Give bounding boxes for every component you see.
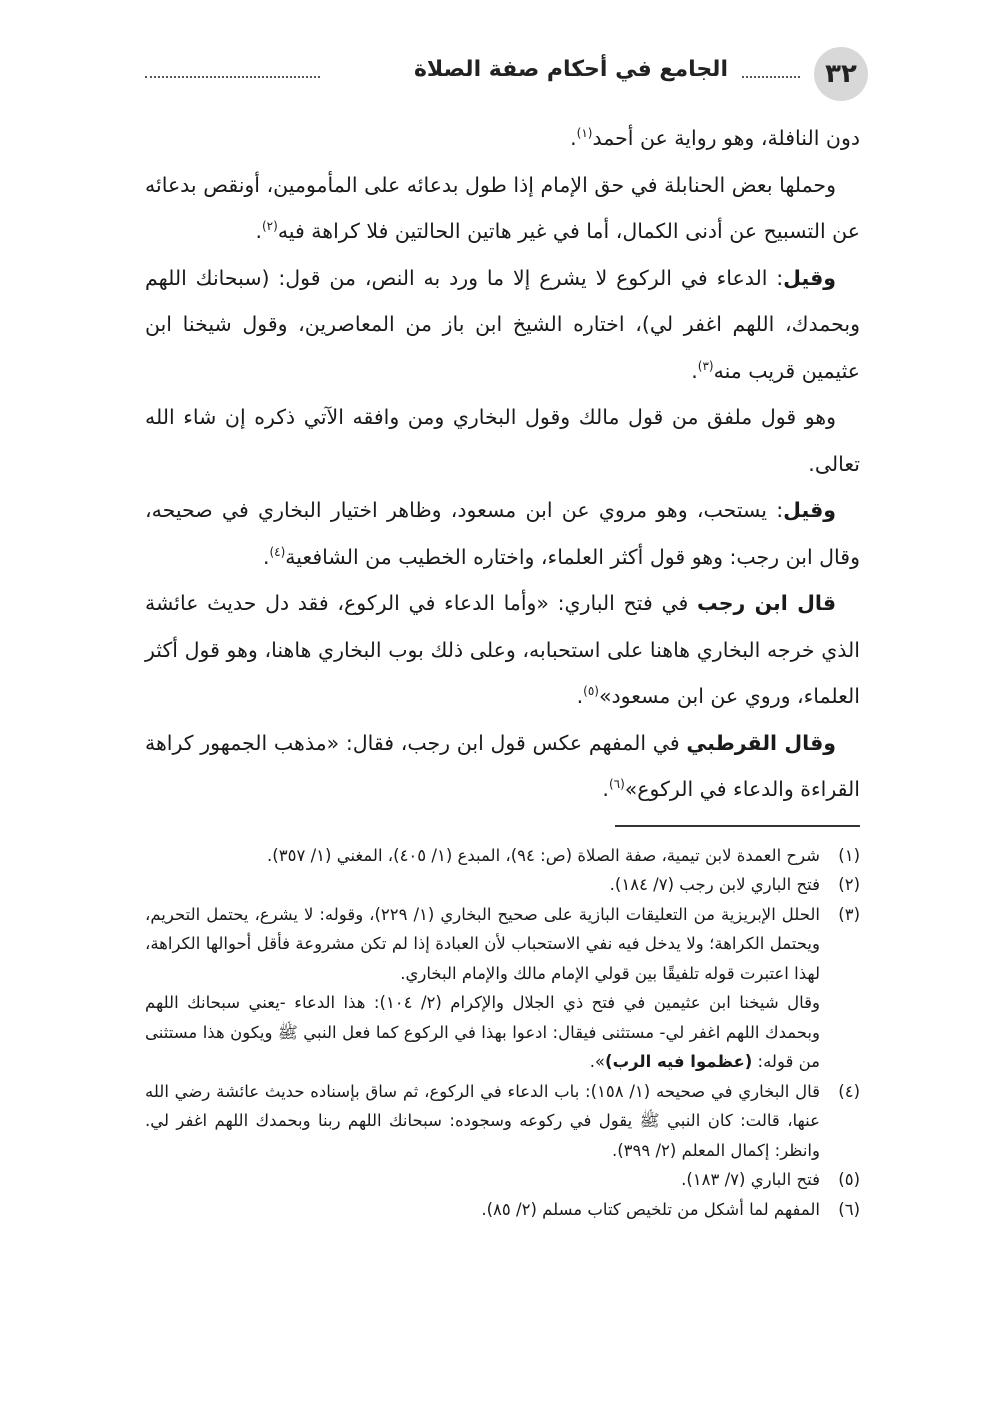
- footnote-text: المفهم لما أشكل من تلخيص كتاب مسلم (٢/ ٨٥).: [481, 1199, 820, 1219]
- footnote-ref-4: (٤): [269, 544, 286, 559]
- paragraph-3: وقيل: الدعاء في الركوع لا يشرع إلا ما ورد به النص، من قول: (سبحانك اللهم وبحمدك، اللهم اغفر لي)، اختاره الشيخ ابن باز من المعاصرين، وقول شيخنا ابن عثيمين قريب منه$^{(٣)}$.: [145, 265, 860, 383]
- footnote-separator: [615, 825, 860, 827]
- footnote-item: [145, 900, 860, 1077]
- paragraph-4: وهو قول ملفق من قول مالك وقول البخاري ومن وافقه الآتي ذكره إن شاء الله تعالى.: [145, 405, 860, 476]
- paragraph-1: دون النافلة، وهو رواية عن أحمد$^{(١)}$.: [570, 126, 860, 150]
- running-title: الجامع في أحكام صفة الصلاة: [413, 57, 728, 82]
- main-text: [145, 115, 860, 813]
- footnote-text: شرح العمدة لابن تيمية، صفة الصلاة (ص: ٩٤)، المبدع (١/ ٤٠٥)، المغني (١/ ٣٥٧).: [267, 845, 820, 865]
- header-dotted-rule-left: [145, 76, 320, 78]
- header-dotted-rule-right: [742, 76, 800, 78]
- book-page: [145, 45, 860, 1224]
- paragraph-5: وقيل: يستحب، وهو مروي عن ابن مسعود، وظاهر اختيار البخاري في صحيحه، وقال ابن رجب: وهو قول أكثر العلماء، واختاره الخطيب من الشافعية$^{(٤)}$.: [145, 498, 860, 569]
- footnote-text: الحلل الإبريزية من التعليقات البازية على صحيح البخاري (١/ ٢٢٩)، وقوله: لا يشرع، يحتمل التحريم، ويحتمل الكراهة؛ ولا يدخل فيه نفي الاستحباب لأن العبادة إذا لم تكن مشروعة فأقل أحوالها الكراهة، لهذا اعتبرت قوله تلفيقًا بين قولي الإمام مالك والإمام البخاري. وقال شيخنا ابن عثيمين في فتح ذي الجلال والإكرام (٢/ ١٠٤): هذا الدعاء -يعني سبحانك اللهم وبحمدك اللهم اغفر لي- مستثنى فيقال: ادعوا بهذا في الركوع كما فعل النبي ﷺ ويكون هذا مستثنى من قوله: (عظموا فيه الرب)».: [145, 904, 820, 1071]
- footnote-ref-6: (٦): [608, 777, 625, 792]
- footnote-number: (١): [838, 845, 860, 865]
- footnote-item: [145, 1077, 860, 1166]
- footnote-ref-2: (٢): [261, 219, 278, 234]
- footnote-item: [145, 870, 860, 900]
- footnote-number: (٥): [838, 1170, 860, 1189]
- footnotes: [145, 841, 860, 1225]
- footnote-number: (٢): [838, 875, 860, 894]
- footnote-item: [145, 841, 860, 871]
- footnote-ref-5: (٥): [583, 684, 599, 699]
- page-header: [145, 45, 860, 103]
- lead-word: وقال القرطبي: [686, 730, 837, 755]
- footnote-text: فتح الباري (٧/ ١٨٣).: [681, 1170, 820, 1189]
- footnote-number: (٤): [838, 1081, 860, 1101]
- footnote-number: (٣): [838, 904, 860, 924]
- paragraph-7: وقال القرطبي في المفهم عكس قول ابن رجب، فقال: «مذهب الجمهور كراهة القراءة والدعاء في الركوع»$^{(٦)}$.: [145, 730, 860, 801]
- paragraph-6: قال ابن رجب في فتح الباري: «وأما الدعاء في الركوع، فقد دل حديث عائشة الذي خرجه البخاري هاهنا على استحبابه، وعلى ذلك بوب البخاري هاهنا، وهو قول أكثر العلماء، وروي عن ابن مسعود»$^{(٥)}$.: [145, 591, 860, 708]
- lead-word: وقيل: [783, 265, 836, 290]
- footnote-ref-3: (٣): [697, 358, 714, 373]
- footnote-ref-1: (١): [576, 126, 593, 141]
- footnote-number: (٦): [838, 1199, 860, 1219]
- footnote-text: قال البخاري في صحيحه (١/ ١٥٨): باب الدعاء في الركوع، ثم ساق بإسناده حديث عائشة رضي الله عنها، قالت: كان النبي ﷺ يقول في ركوعه وسجوده: سبحانك اللهم ربنا وبحمدك اللهم اغفر لي. وانظر: إكمال المعلم (٢/ ٣٩٩).: [145, 1081, 820, 1160]
- lead-word: قال ابن رجب: [697, 591, 836, 615]
- footnote-item: [145, 1195, 860, 1225]
- footnote-text: فتح الباري لابن رجب (٧/ ١٨٤).: [609, 875, 820, 894]
- page-number-badge: ٣٢: [814, 47, 868, 101]
- lead-word: وقيل: [783, 498, 836, 522]
- footnote-item: [145, 1165, 860, 1195]
- paragraph-2: وحملها بعض الحنابلة في حق الإمام إذا طول بدعائه على المأمومين، أونقص بدعائه عن التسبيح عن أدنى الكمال، أما في غير هاتين الحالتين فلا كراهة فيه$^{(٢)}$.: [145, 172, 860, 243]
